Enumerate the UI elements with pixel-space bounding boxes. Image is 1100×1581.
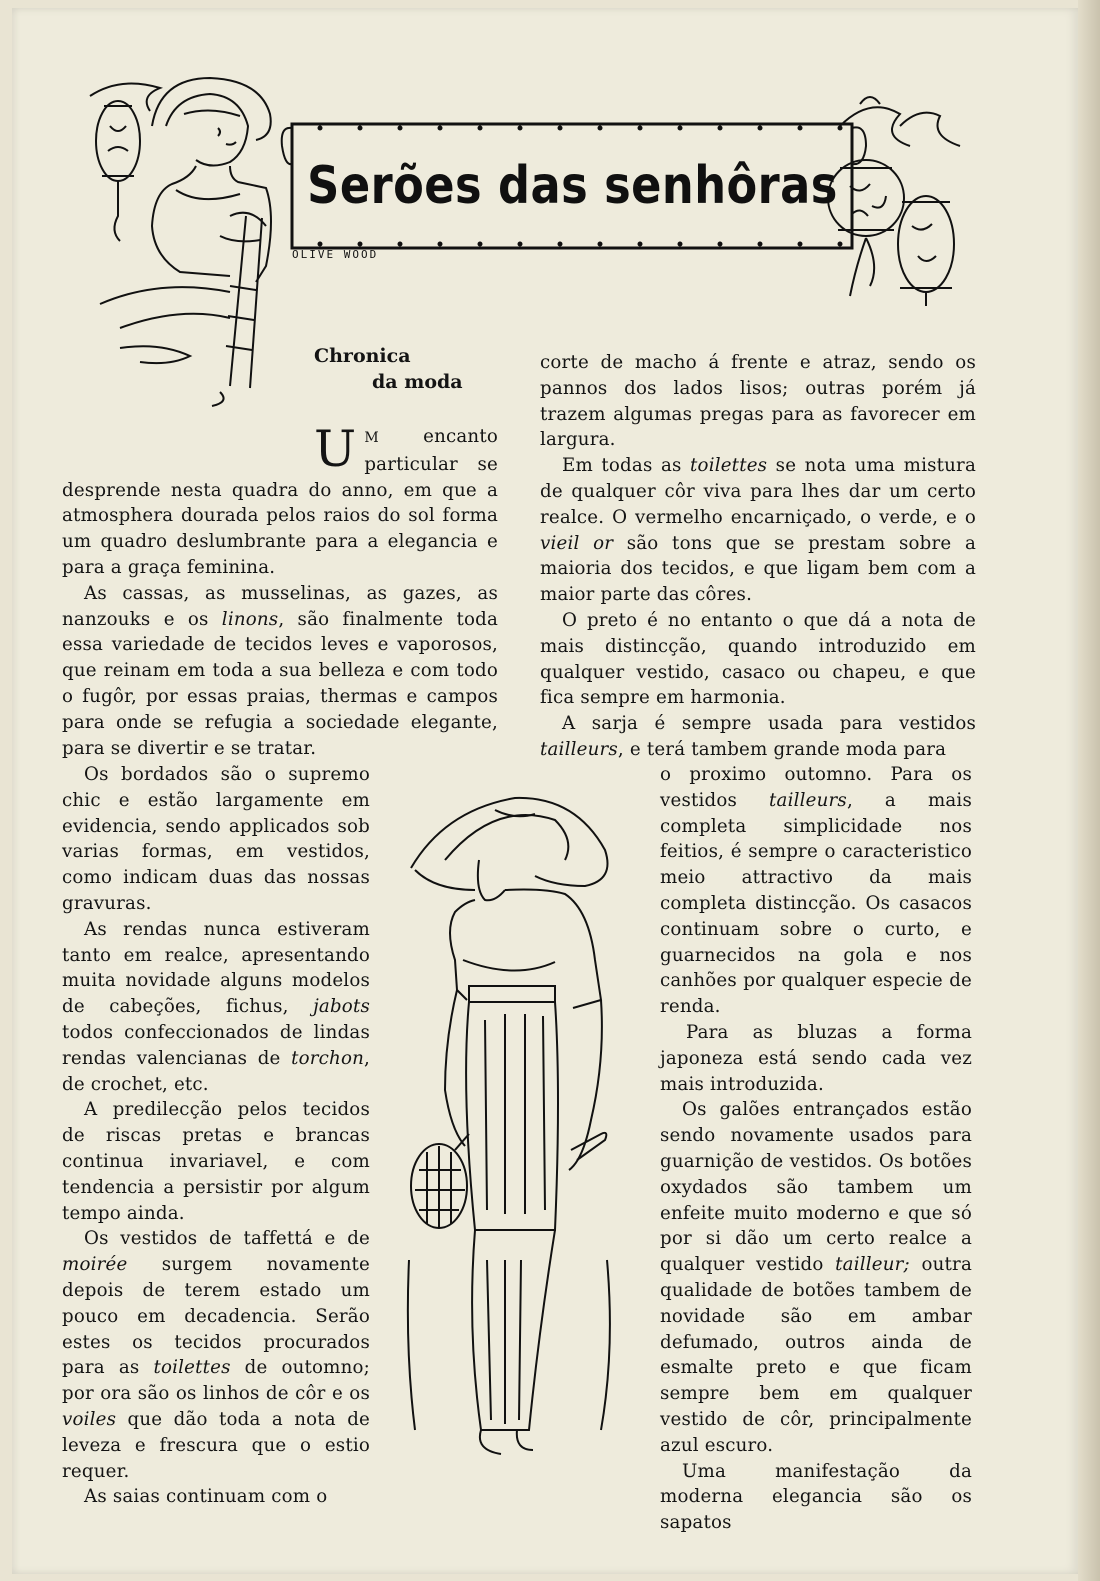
left-lantern-drawing: [90, 84, 160, 242]
paragraph-r2: [540, 453, 976, 608]
lead-text: encanto particular se desprende nesta quadra do anno, em que a atmosphera dourada pelos raios do sol forma um quadro deslumbrante para a elegancia e para a graça feminina.: [62, 426, 498, 578]
text-run: outra qualidade de botões tambem de novidade são em ambar defumado, outros ainda de esmalte preto e que ficam sempre bem em qualquer vestido de côr, principalmente azul escuro.: [660, 1254, 972, 1456]
text-run: o proximo outomno. Para os vestidos: [660, 764, 972, 811]
text-run: , a mais completa simplicidade nos feitios, é sempre o caracteristico meio attractivo da mais completa distincção. Os casacos continuam sobre o curto, e guarnecidos na gola e nos canhões por qualquer especie de renda.: [660, 789, 972, 1018]
text-run: surgem novamente depois de terem estado um pouco em decadencia. Serão estes os tecidos procurados para as: [62, 1254, 370, 1379]
page-spine-shadow: [1078, 0, 1100, 1581]
italic-run: jabots: [313, 996, 370, 1018]
paragraph-n1: [660, 762, 972, 1020]
text-run: Os galões entrançados estão sendo novamente usados para guarnição de vestidos. Os botões oxydados são tambem um enfeite muito moderno e que só por si dão um certo realce a qualquer vestido: [660, 1099, 972, 1276]
column-right: [540, 350, 976, 763]
text-run: Em todas as: [562, 455, 691, 477]
text-run: A sarja é sempre usada para vestidos: [562, 713, 976, 735]
heading-line-2: da moda: [372, 371, 463, 393]
italic-run: linons: [221, 608, 279, 630]
column-right-narrow: [660, 762, 972, 1536]
banner: [292, 124, 852, 248]
text-run: , são finalmente toda essa variedade de tecidos leves e vaporosos, que reinam em toda a sua belleza e com todo o fugôr, por essas praias, thermas e campos para onde se refugia a sociedade elegante, para se divertir e se tratar.: [62, 608, 498, 759]
paragraph-lead: [62, 420, 498, 581]
paragraph-r1: corte de macho á frente e atraz, sendo os pannos dos lados lisos; outras porém já trazem algumas pregas para as favorecer em largura.: [540, 352, 976, 451]
paragraph-5: A predilecção pelos tecidos de riscas pretas e brancas continua invariavel, e com tendencia a persistir por algum tempo ainda.: [62, 1099, 370, 1224]
text-run: As rendas nunca estiveram tanto em realce, apresentando muita novidade alguns modelos de cabeções, fichus,: [62, 918, 370, 1018]
italic-run: toilettes: [153, 1357, 231, 1379]
paragraph-7: As saias continuam com o: [84, 1486, 328, 1508]
heading-line-1: Chronica: [314, 345, 411, 367]
text-run: são tons que se prestam sobre a maioria dos tecidos, e que ligam bem com a maior parte das côres.: [540, 532, 977, 606]
italic-run: vieil or: [540, 532, 614, 554]
paragraph-6: [62, 1226, 370, 1484]
page-title: Serões das senhôras: [306, 156, 838, 216]
italic-run: tailleurs: [769, 789, 847, 811]
italic-run: tailleurs: [540, 738, 618, 760]
italic-run: voiles: [62, 1408, 117, 1430]
column-left: [62, 420, 498, 761]
paragraph-4: [62, 917, 370, 1098]
paragraph-n2: Para as bluzas a forma japoneza está sendo cada vez mais introduzida.: [660, 1021, 972, 1095]
paragraph-2: [62, 581, 498, 762]
text-run: de outomno; por ora são os linhos de côr e os: [62, 1357, 370, 1405]
text-run: que dão toda a nota de leveza e frescura que o estio requer.: [62, 1408, 370, 1482]
dropcap: U: [314, 420, 357, 478]
woman-tennis-illustration: [405, 790, 620, 1480]
text-run: As cassas, as musselinas, as gazes, as nanzouks e os: [62, 582, 498, 630]
column-left-narrow: [62, 762, 370, 1510]
artist-signature: OLIVE WOOD: [292, 248, 379, 261]
paragraph-r3: O preto é no entanto o que dá a nota de mais distincção, quando introduzido em qualquer vestido, casaco ou chapeu, e que fica sempre em harmonia.: [540, 609, 976, 709]
italic-run: tailleur;: [835, 1254, 910, 1276]
italic-run: moirée: [62, 1254, 128, 1276]
italic-run: toilettes: [690, 455, 768, 477]
section-heading: [300, 343, 500, 395]
text-run: , de crochet, etc.: [62, 1047, 370, 1095]
paragraph-3: Os bordados são o supremo chic e estão largamente em evidencia, sendo applicados sob varias formas, em vestidos, como indicam duas das nossas gravuras.: [62, 764, 370, 914]
text-run: se nota uma mistura de qualquer côr viva para lhes dar um certo realce. O vermelho encarniçado, o verde, e o: [540, 455, 976, 528]
paragraph-n3: [660, 1097, 972, 1458]
lead-smallcaps: M: [364, 430, 380, 446]
text-run: Os vestidos de taffettá e de: [84, 1228, 370, 1250]
italic-run: torchon: [291, 1047, 365, 1069]
paragraph-r4: [540, 711, 976, 763]
text-run: todos confeccionados de lindas rendas valencianas de: [62, 1021, 370, 1069]
text-run: , e terá tambem grande moda para: [617, 738, 947, 760]
paragraph-n4: Uma manifestação da moderna elegancia são os sapatos: [660, 1460, 972, 1534]
